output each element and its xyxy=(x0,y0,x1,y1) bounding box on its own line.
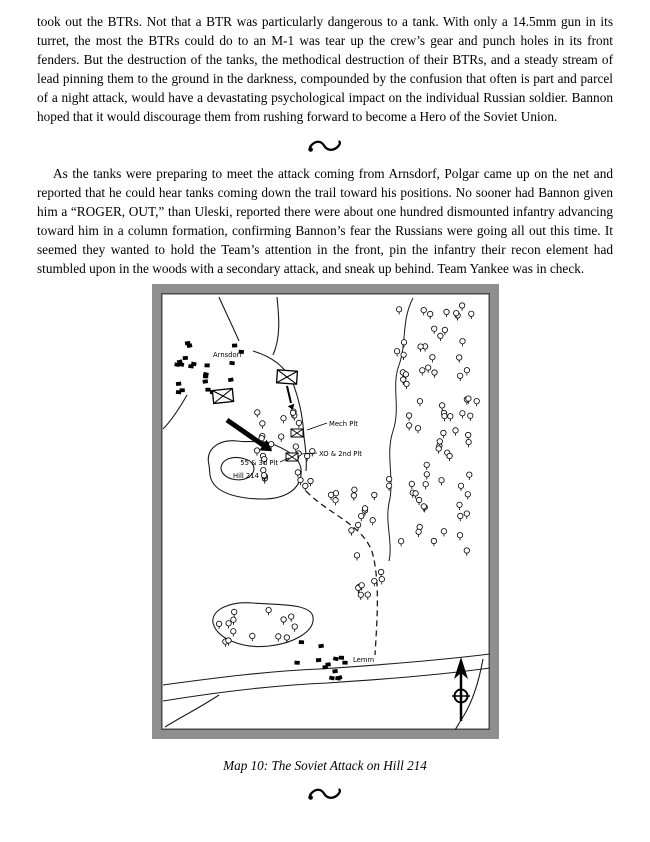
enemy-unit-symbol xyxy=(276,370,297,384)
friendly-unit-symbol xyxy=(291,429,303,437)
body-paragraph-2: As the tanks were preparing to meet the attack coming from Arnsdorf, Polgar came up on the net and reported that he could hear tanks coming down the trail toward his positions. No sooner had Bannon given him a “ROGER, OUT,” than Uleski, reported there were about one hundred dismounted infantry advancing toward him in a column formation, confirming Bannon’s fear the Russians were going all out this time. It seemed they wanted to hold the Team’s attention in the front, pin the infantry their recon element had stumbled upon in the woods with a secondary attack, and sneak up behind. Team Yankee was in check. xyxy=(37,166,613,276)
section-divider xyxy=(37,137,613,153)
map-frame xyxy=(152,284,499,739)
squiggle-ornament-icon xyxy=(307,787,343,802)
map-figure xyxy=(37,284,613,744)
label-xo-2nd-plt: XO & 2nd Plt xyxy=(318,450,362,458)
label-arnsdorf: Arnsdorf xyxy=(212,351,242,359)
map-caption: Map 10: The Soviet Attack on Hill 214 xyxy=(223,758,427,773)
label-hill-214: Hill 214 xyxy=(232,472,259,480)
label-mech-plt: Mech Plt xyxy=(328,420,358,428)
label-lemm: Lemm xyxy=(352,656,374,664)
body-paragraph-1: took out the BTRs. Not that a BTR was particularly dangerous to a tank. With only a 14.5mm gun in its turret, the most the BTRs could do to an M-1 was tear up the crew’s gear and punch holes in its front fenders. But the destruction of the tanks, the methodical destruction of their BTRs, and a steady stream of lead pinning them to the ground in the darkness, compounded by the confusion that often is part and parcel of a night attack, would have a devastating psychological impact on the individual Russian soldier. Bannon hoped that it would discourage them from rushing forward to become a Hero of the Soviet Union. xyxy=(37,14,613,124)
label-55-3d-plt: 55 & 3d Plt xyxy=(239,459,278,467)
enemy-unit-symbol xyxy=(212,388,233,403)
squiggle-ornament-icon xyxy=(307,139,343,154)
tactical-map xyxy=(161,293,490,730)
section-divider xyxy=(37,785,613,801)
friendly-unit-symbol xyxy=(286,453,298,461)
